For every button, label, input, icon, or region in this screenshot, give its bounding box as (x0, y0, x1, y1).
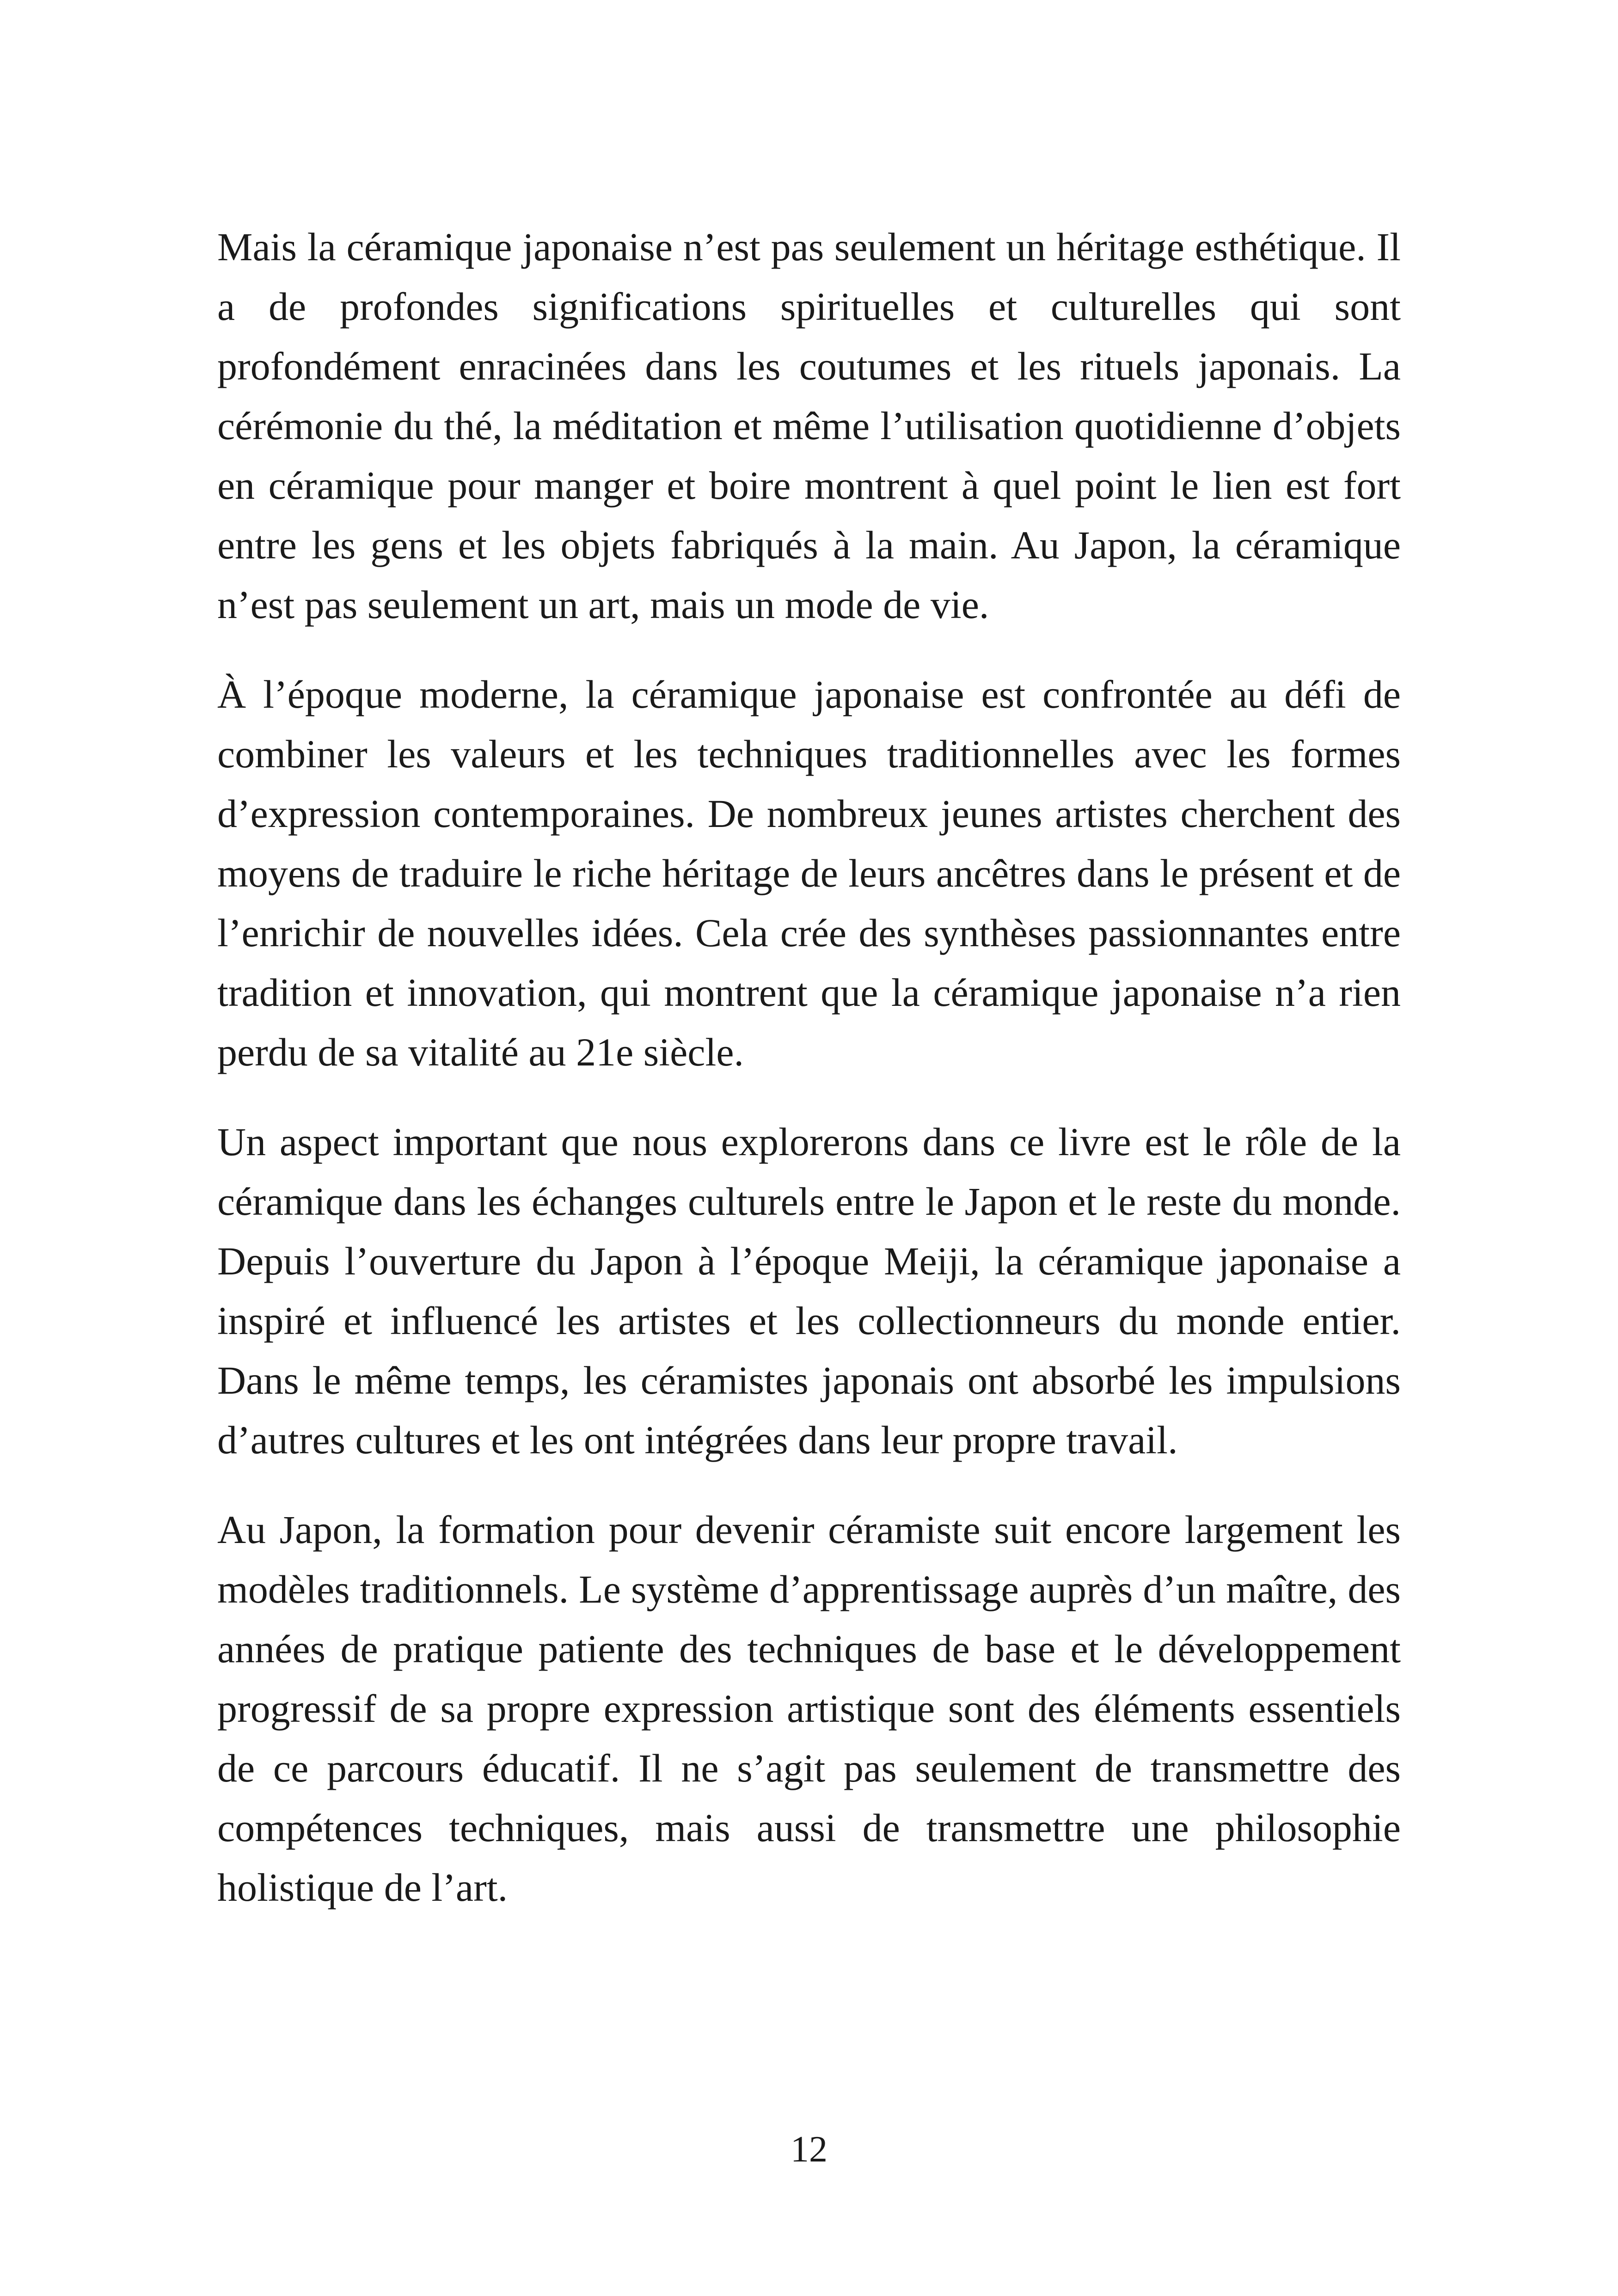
paragraph-1: Mais la céramique japonaise n’est pas seulement un héritage esthétique. Il a de profondes significations spirituelles et culturelles qui sont profondément enracinées dans les coutumes et les rituels japonais. La cérémonie du thé, la méditation et même l’utilisation quotidienne d’objets en céramique pour manger et boire montrent à quel point le lien est fort entre les gens et les objets fabriqués à la main. Au Japon, la céramique n’est pas seulement un art, mais un mode de vie. (217, 225, 1401, 627)
paragraph-3: Un aspect important que nous explorerons dans ce livre est le rôle de la céramique dans les échanges culturels entre le Japon et le reste du monde. Depuis l’ouverture du Japon à l’époque Meiji, la céramique japonaise a inspiré et influencé les artistes et les collectionneurs du monde entier. Dans le même temps, les céramistes japonais ont absorbé les impulsions d’autres cultures et les ont intégrées dans leur propre travail. (217, 1120, 1401, 1462)
paragraph-4: Au Japon, la formation pour devenir céramiste suit encore largement les modèles traditionnels. Le système d’apprentissage auprès d’un maître, des années de pratique patiente des techniques de base et le développement progressif de sa propre expression artistique sont des éléments essentiels de ce parcours éducatif. Il ne s’agit pas seulement de transmettre des compétences techniques, mais aussi de transmettre une philosophie holistique de l’art. (217, 1507, 1401, 1910)
body-text (217, 217, 1401, 1947)
page-number: 12 (791, 2129, 827, 2170)
paragraph-2: À l’époque moderne, la céramique japonaise est confrontée au défi de combiner les valeurs et les techniques traditionnelles avec les formes d’expression contemporaines. De nombreux jeunes artistes cherchent des moyens de traduire le riche héritage de leurs ancêtres dans le présent et de l’enrichir de nouvelles idées. Cela crée des synthèses passionnantes entre tradition et innovation, qui montrent que la céramique japonaise n’a rien perdu de sa vitalité au 21e siècle. (217, 672, 1401, 1074)
